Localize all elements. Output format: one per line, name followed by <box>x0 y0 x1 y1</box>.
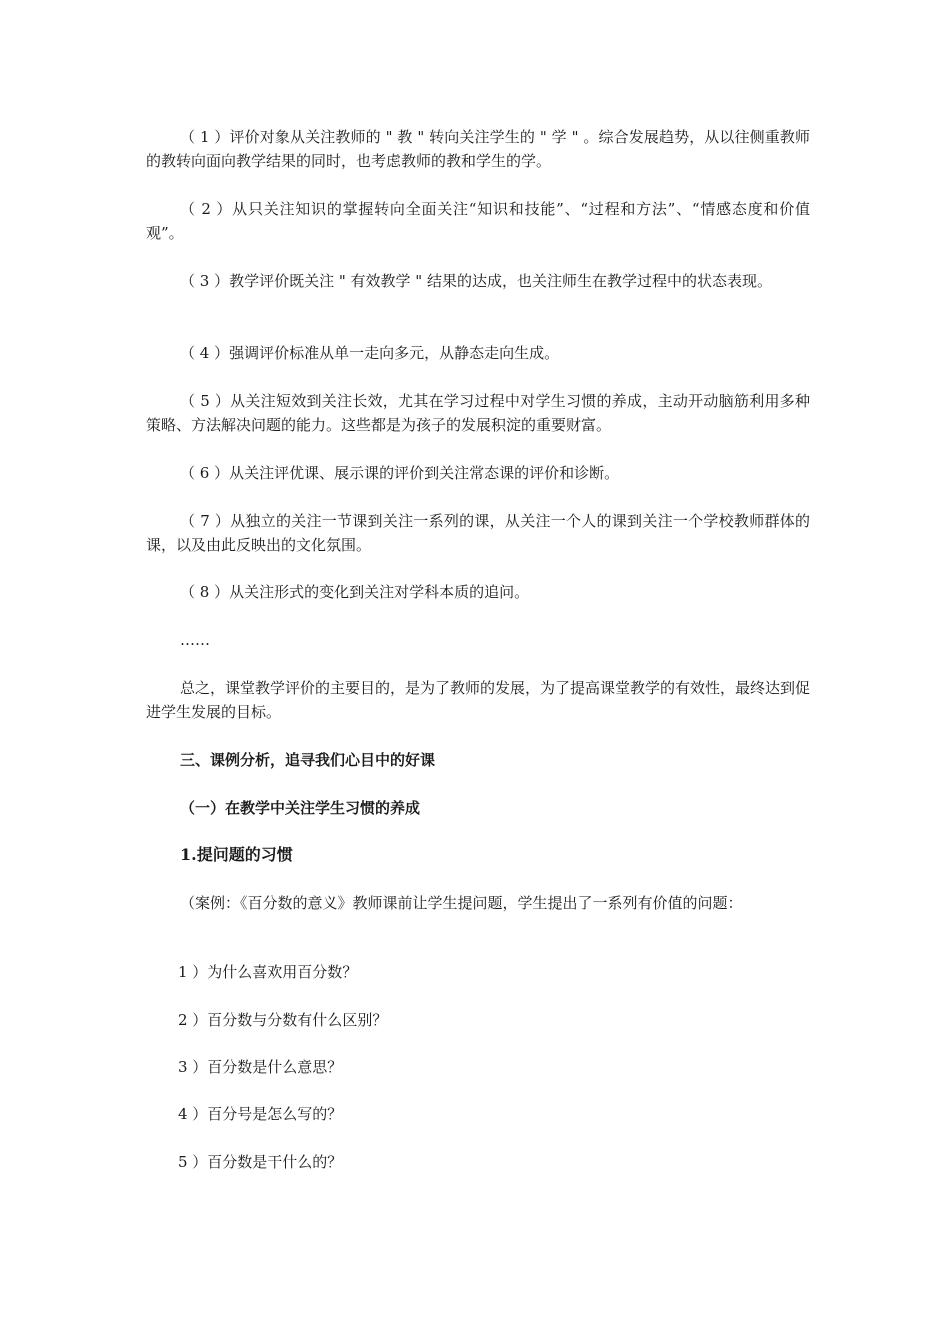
paragraph-7: （ 7 ）从独立的关注一节课到关注一系列的课，从关注一个人的课到关注一个学校教师群体的课，以及由此反映出的文化氛围。 <box>146 512 810 554</box>
ellipsis: …… <box>180 631 210 649</box>
question-item: 4 ）百分号是怎么写的？ <box>178 1105 343 1123</box>
question-item: 5 ）百分数是干什么的？ <box>178 1153 343 1171</box>
paragraph-1: （ 1 ）评价对象从关注教师的 " 教 " 转向关注学生的 " 学 " 。综合发展趋势，从以往侧重教师的教转向面向教学结果的同时，也考虑教师的教和学生的学。 <box>146 128 810 170</box>
paragraph-2: （ 2 ）从只关注知识的掌握转向全面关注“知识和技能”、“过程和方法”、“情感态度和价值观”。 <box>146 200 810 242</box>
paragraph-3: （ 3 ）教学评价既关注 " 有效教学 " 结果的达成，也关注师生在教学过程中的状态表现。 <box>180 272 772 290</box>
item-title: 1.提问题的习惯 <box>180 845 293 864</box>
question-item: 1 ）为什么喜欢用百分数？ <box>178 963 358 981</box>
paragraph-8: （ 8 ）从关注形式的变化到关注对学科本质的追问。 <box>180 583 530 601</box>
section-title: 三、课例分析，追寻我们心目中的好课 <box>180 751 436 769</box>
subsection-title: （一）在教学中关注学生习惯的养成 <box>180 799 421 817</box>
question-item: 3 ）百分数是什么意思？ <box>178 1058 343 1076</box>
case-intro: （案例：《百分数的意义》教师课前让学生提问题，学生提出了一系列有价值的问题： <box>180 894 743 912</box>
summary-paragraph: 总之，课堂教学评价的主要目的，是为了教师的发展，为了提高课堂教学的有效性，最终达到促进学生发展的目标。 <box>146 679 811 721</box>
question-item: 2 ）百分数与分数有什么区别？ <box>178 1011 388 1029</box>
paragraph-5: （ 5 ）从关注短效到关注长效，尤其在学习过程中对学生习惯的养成，主动开动脑筋利用多种策略、方法解决问题的能力。这些都是为孩子的发展积淀的重要财富。 <box>146 392 810 434</box>
paragraph-4: （ 4 ）强调评价标准从单一走向多元，从静态走向生成。 <box>180 344 560 362</box>
paragraph-6: （ 6 ）从关注评优课、展示课的评价到关注常态课的评价和诊断。 <box>180 464 620 482</box>
